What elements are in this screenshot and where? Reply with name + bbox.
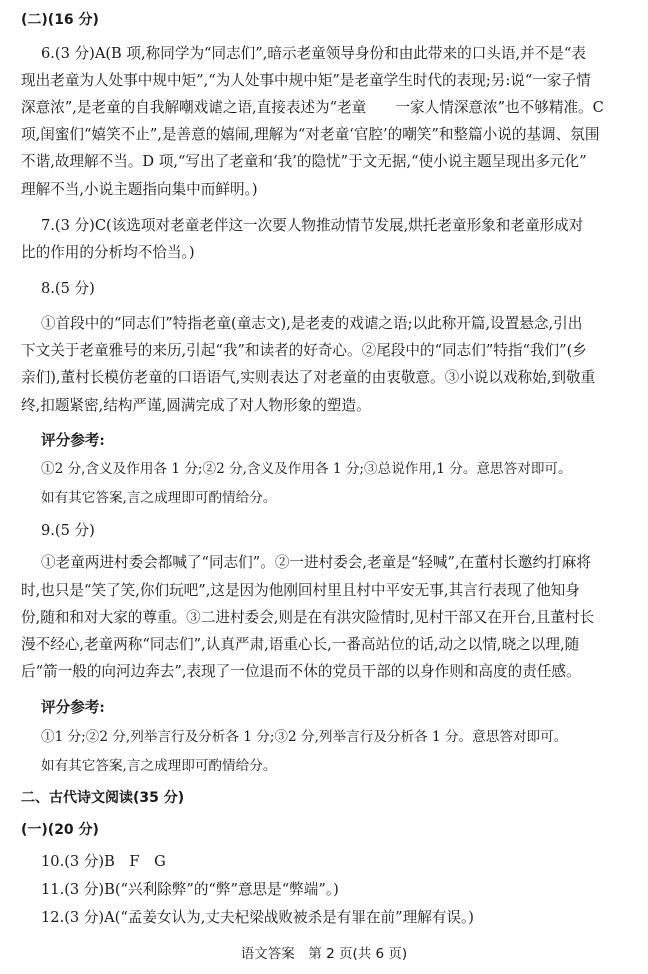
q9-answer-line: 后“箭一般的向河边奔去”,表现了一位退而不休的党员干部的以身作则和高度的责任感。 xyxy=(21,663,581,680)
q8-scoring-line: ①2 分,含义及作用各 1 分;②2 分,含义及作用各 1 分;③总说作用,1 分。意思答对即可。 xyxy=(41,461,572,477)
q9-scoring-line: ①1 分;②2 分,列举言行及分析各 1 分;③2 分,列举言行及分析各 1 分。意思答对即可。 xyxy=(41,729,568,745)
q8-scoring-line: 如有其它答案,言之成理即可酌情给分。 xyxy=(41,490,277,506)
q8-answer-line: 亲们),董村长模仿老童的口语语气,实则表达了对老童的由衷敬意。③小说以戏称始,到敬重 xyxy=(21,369,596,386)
q9-answer-line: 时,也只是“笑了笑,你们玩吧”,这是因为他刚回村里且村中平安无事,其言行表现了他知身 xyxy=(21,582,580,599)
section-heading-classical-reading: 二、古代诗文阅读(35 分) xyxy=(21,790,185,806)
q8-answer-line: ①首段中的“同志们”特指老童(童志文),是老麦的戏谑之语;以此称开篇,设置悬念,引出 xyxy=(41,315,583,332)
q9-answer-line: 份,随和和对大家的尊重。③二进村委会,则是在有洪灾险情时,见村干部又在开台,且董村长 xyxy=(21,609,595,626)
q8-heading: 8.(5 分) xyxy=(41,280,95,297)
q6-answer-line: 项,闺蜜们“嬉笑不止”,是善意的嬉闹,理解为“对老童‘官腔’的嘲笑”和整篇小说的基调、氛围 xyxy=(21,126,600,143)
q9-scoring-heading: 评分参考: xyxy=(41,699,105,716)
q9-heading: 9.(5 分) xyxy=(41,522,95,539)
q9-answer-line: 漫不经心,老童两称“同志们”,认真严肃,语重心长,一番高站位的话,动之以情,晓之以理,随 xyxy=(21,636,580,653)
section-heading-part-2: (二)(16 分) xyxy=(21,12,99,28)
q7-answer-line: 比的作用的分析均不恰当。) xyxy=(21,244,195,261)
page-footer: 语文答案 第 2 页(共 6 页) xyxy=(240,946,408,962)
q11-answer: 11.(3 分)B(“兴利除弊”的“弊”意思是“弊端”。) xyxy=(41,881,339,898)
q6-answer-line: 不谐,故理解不当。D 项,“写出了老童和‘我’的隐忧”于文无据,“使小说主题呈现出多元化” xyxy=(21,153,587,170)
q7-answer-line: 7.(3 分)C(该选项对老童老伴这一次要人物推动情节发展,烘托老童形象和老童形成对 xyxy=(41,217,584,234)
q8-answer-line: 下文关于老童雅号的来历,引起“我”和读者的好奇心。②尾段中的“同志们”特指“我们”(乡 xyxy=(21,342,587,359)
q8-answer-line: 终,扣题紧密,结构严谨,圆满完成了对人物形象的塑造。 xyxy=(21,397,371,414)
q8-scoring-heading: 评分参考: xyxy=(41,432,105,449)
q6-answer-line: 现出老童为人处事中规中矩”,“为人处事中规中矩”是老童学生时代的表现;另:说“一家子情 xyxy=(21,72,591,89)
q12-answer: 12.(3 分)A(“孟姜女认为,丈夫杞梁战败被杀是有罪在前”理解有误。) xyxy=(41,909,474,926)
subsection-heading-part-1: (一)(20 分) xyxy=(21,822,99,838)
q6-answer-line: 6.(3 分)A(B 项,称同学为“同志们”,暗示老童领导身份和由此带来的口头语,并不是“表 xyxy=(41,45,586,62)
q6-answer-line: 深意浓”,是老童的自我解嘲戏谑之语,直接表述为“老童 一家人情深意浓”也不够精准。C xyxy=(21,99,604,116)
q9-scoring-line: 如有其它答案,言之成理即可酌情给分。 xyxy=(41,758,277,774)
q10-answer: 10.(3 分)B F G xyxy=(41,853,166,870)
q6-answer-line: 理解不当,小说主题指向集中而鲜明。) xyxy=(21,181,258,198)
q9-answer-line: ①老童两进村委会都喊了“同志们”。②一进村委会,老童是“轻喊”,在董村长邀约打麻将 xyxy=(41,554,591,571)
